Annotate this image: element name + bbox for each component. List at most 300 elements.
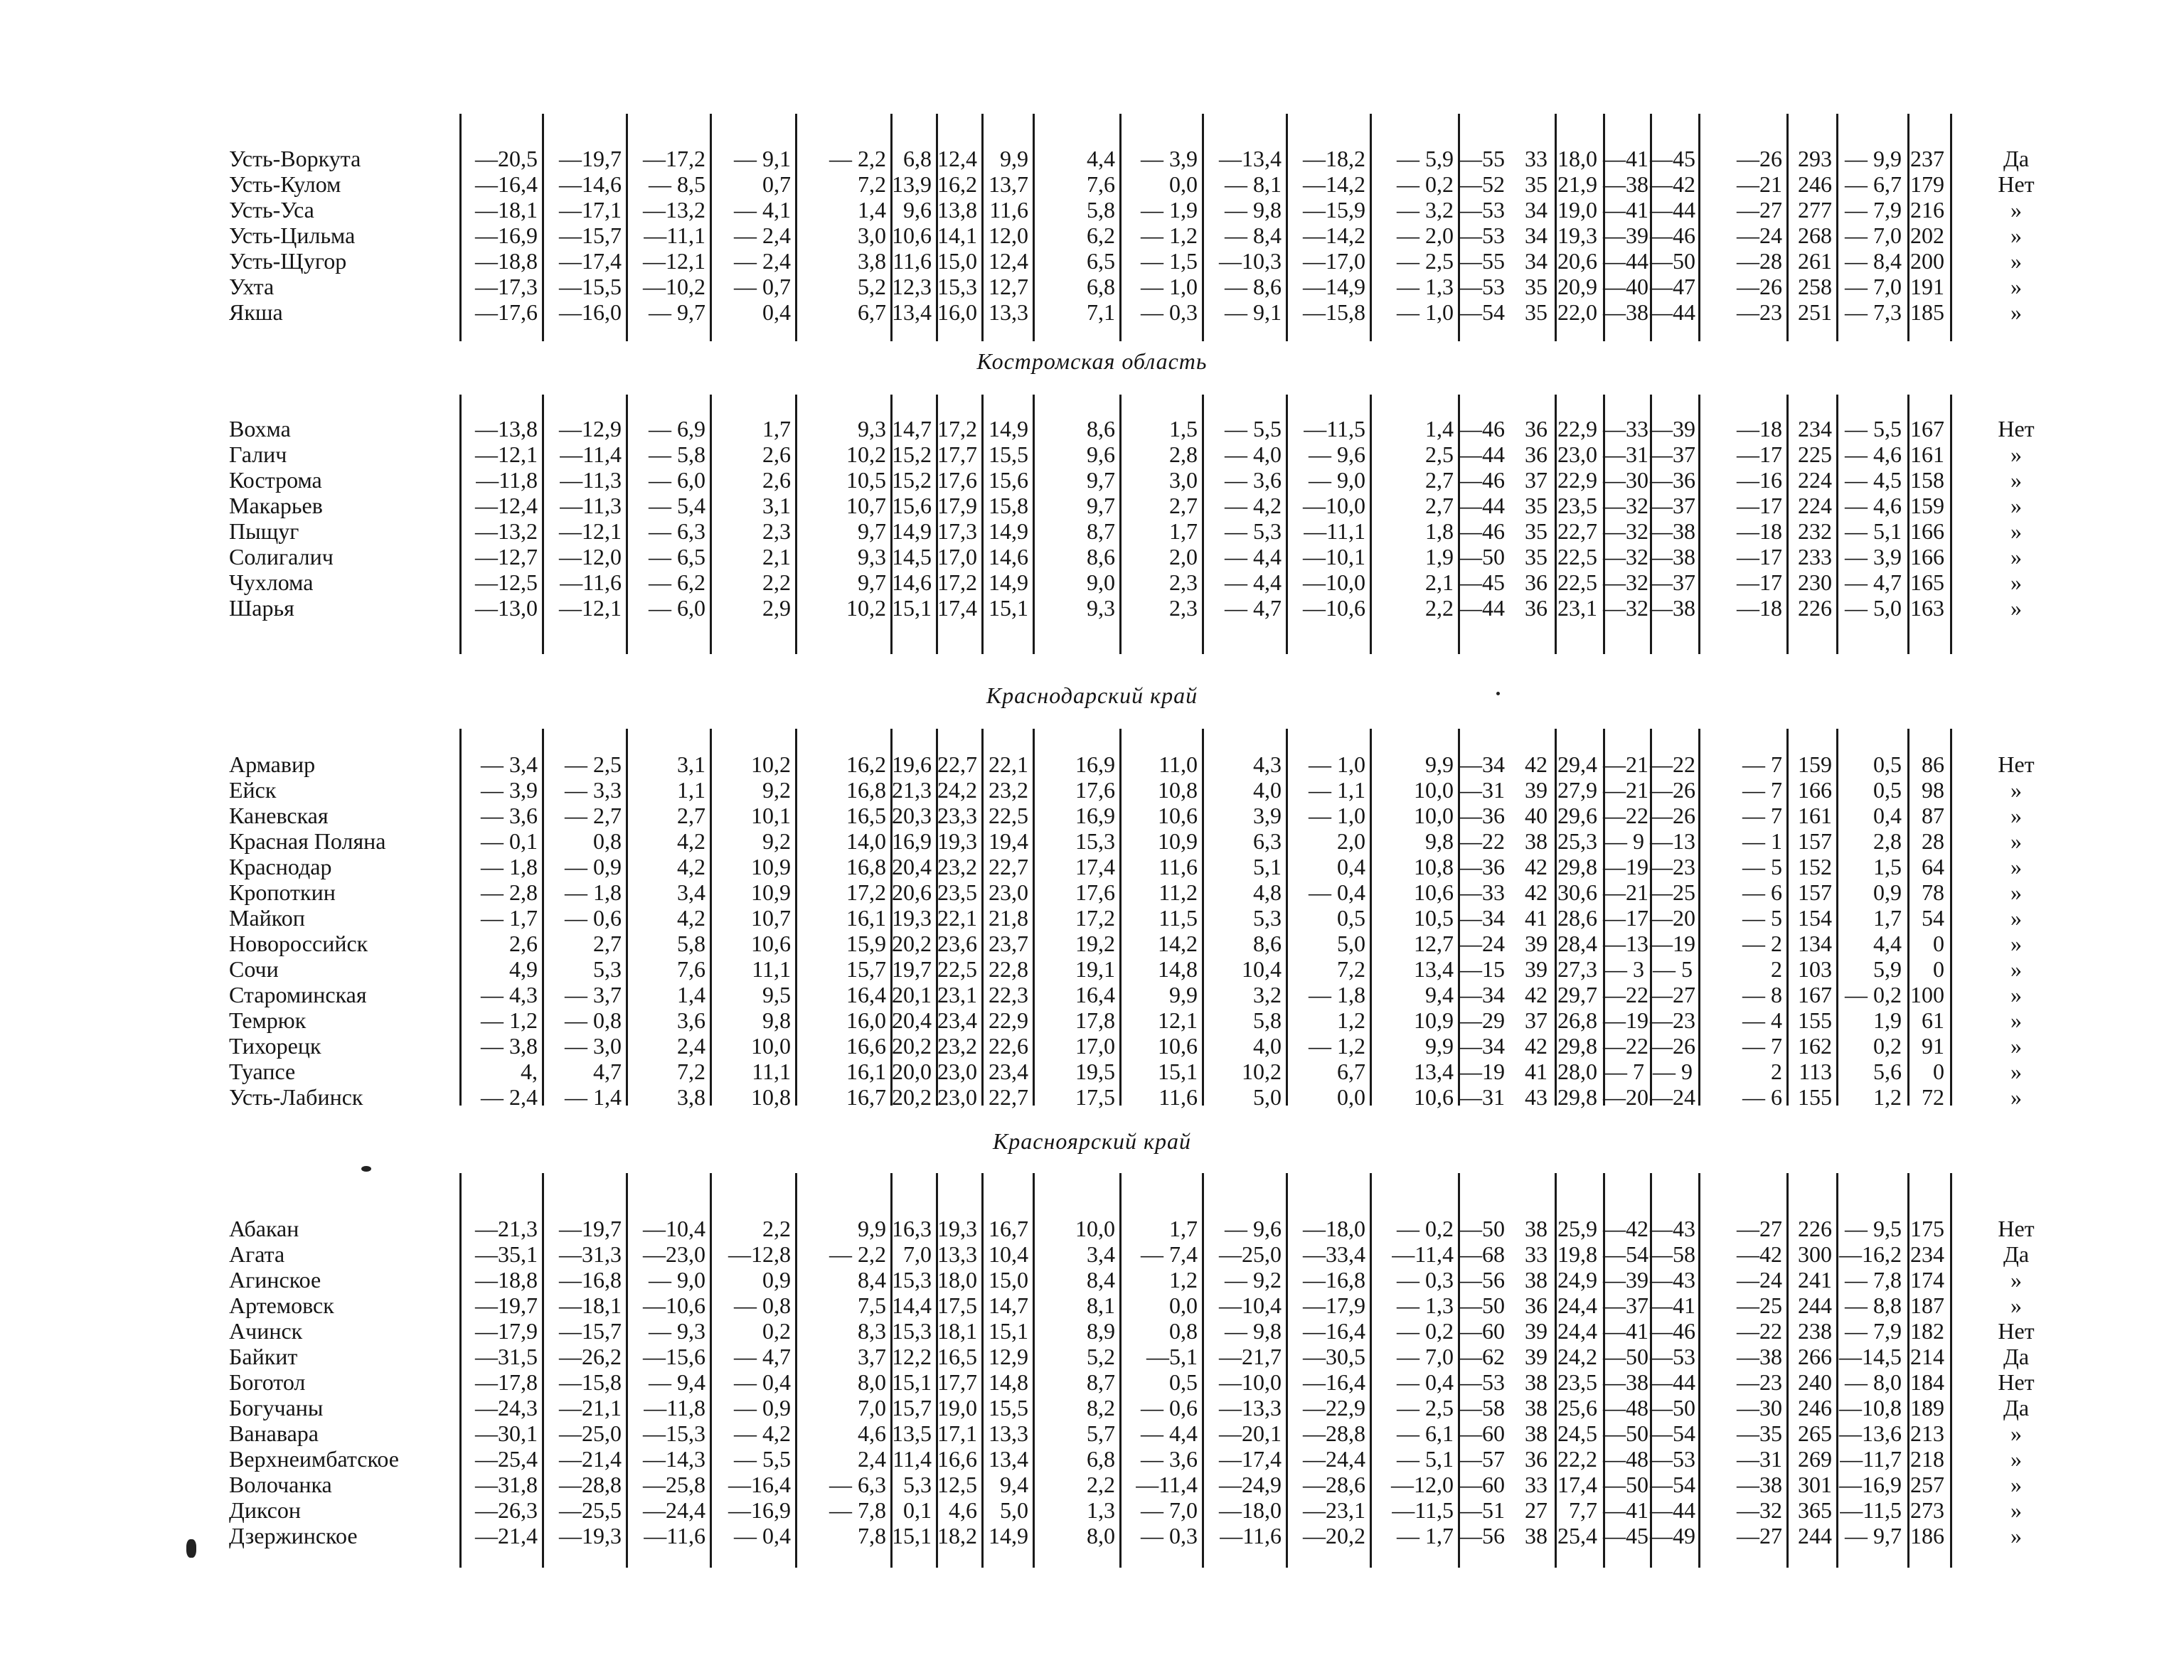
table-cell: — 6,3 xyxy=(829,1472,886,1497)
table-cell: 189 xyxy=(1910,1395,1944,1420)
table-row xyxy=(0,1241,2184,1267)
table-cell: — 2 xyxy=(1742,931,1782,956)
table-cell: 17,9 xyxy=(937,493,977,518)
table-cell: —50 xyxy=(1603,1472,1648,1497)
table-cell: — 4,4 xyxy=(1141,1420,1198,1446)
table-cell: —11,8 xyxy=(476,467,538,493)
table-cell: 9,6 xyxy=(903,197,932,223)
table-cell: 11,0 xyxy=(1158,751,1198,777)
table-cell: — 1,7 xyxy=(481,905,538,931)
table-cell: —15,8 xyxy=(1303,299,1365,325)
table-cell: —26 xyxy=(1737,146,1782,171)
table-cell: —53 xyxy=(1459,197,1505,223)
table-cell: 3,1 xyxy=(677,751,705,777)
table-cell: —54 xyxy=(1603,1241,1648,1267)
table-cell: 22,5 xyxy=(937,956,977,982)
table-cell: 2,3 xyxy=(762,518,791,544)
table-cell: — 5 xyxy=(1653,956,1693,982)
yes-no-flag: » xyxy=(2010,442,2022,467)
table-cell: 277 xyxy=(1798,197,1832,223)
table-cell: — 0,9 xyxy=(734,1395,791,1420)
table-row xyxy=(0,146,2184,171)
table-cell: 24,4 xyxy=(1557,1293,1597,1318)
table-cell: — 0,6 xyxy=(1141,1395,1198,1420)
station-name: Усть-Уса xyxy=(229,197,314,223)
station-name: Артемовск xyxy=(229,1293,334,1318)
table-cell: 9,8 xyxy=(1425,828,1454,854)
table-cell: 23,4 xyxy=(937,1007,977,1033)
table-cell: —28,8 xyxy=(559,1472,622,1497)
table-cell: 365 xyxy=(1798,1497,1832,1523)
table-cell: 15,7 xyxy=(846,956,886,982)
station-name: Чухлома xyxy=(229,569,314,595)
table-cell: 10,8 xyxy=(1414,854,1454,879)
table-cell: 261 xyxy=(1798,248,1832,274)
table-cell: —32 xyxy=(1603,544,1648,569)
table-cell: —44 xyxy=(1603,248,1648,274)
station-name: Богучаны xyxy=(229,1395,324,1420)
table-cell: 23,6 xyxy=(937,931,977,956)
table-cell: —44 xyxy=(1650,1497,1695,1523)
table-cell: —13,2 xyxy=(475,518,538,544)
yes-no-flag: » xyxy=(2010,1446,2022,1472)
table-cell: 16,9 xyxy=(1075,803,1115,828)
table-cell: 20,3 xyxy=(892,803,932,828)
station-name: Усть-Цильма xyxy=(229,223,356,248)
table-cell: 5,2 xyxy=(1087,1344,1115,1369)
table-cell: — 1 xyxy=(1742,828,1782,854)
table-cell: 258 xyxy=(1798,274,1832,299)
table-row xyxy=(0,518,2184,544)
table-cell: —30 xyxy=(1737,1395,1782,1420)
table-cell: 10,5 xyxy=(846,467,886,493)
table-cell: 20,4 xyxy=(892,854,932,879)
table-cell: 12,1 xyxy=(1158,1007,1198,1033)
table-cell: 15,1 xyxy=(892,1369,932,1395)
table-cell: —20,5 xyxy=(475,146,538,171)
table-cell: 9,9 xyxy=(1425,751,1454,777)
table-cell: — 3,9 xyxy=(1845,544,1902,569)
table-cell: —55 xyxy=(1459,248,1505,274)
table-cell: —45 xyxy=(1603,1523,1648,1548)
table-cell: —28 xyxy=(1737,248,1782,274)
table-cell: 4,9 xyxy=(509,956,538,982)
table-cell: 15,6 xyxy=(989,467,1028,493)
table-cell: 2,7 xyxy=(593,931,622,956)
table-cell: 2,3 xyxy=(1169,595,1198,621)
table-cell: —19,3 xyxy=(559,1523,622,1548)
table-cell: —60 xyxy=(1459,1420,1505,1446)
table-cell: 3,9 xyxy=(1253,803,1282,828)
table-cell: —46 xyxy=(1650,223,1695,248)
table-cell: 5,8 xyxy=(1087,197,1115,223)
table-cell: 246 xyxy=(1798,171,1832,197)
table-cell: 16,9 xyxy=(1075,751,1115,777)
table-cell: 15,1 xyxy=(892,595,932,621)
table-cell: —15,5 xyxy=(559,274,622,299)
table-cell: —11,1 xyxy=(644,223,705,248)
table-cell: —41 xyxy=(1603,1497,1648,1523)
table-row xyxy=(0,1344,2184,1369)
table-row xyxy=(0,803,2184,828)
table-cell: 6,8 xyxy=(903,146,932,171)
table-cell: 2 xyxy=(1771,1059,1782,1084)
table-cell: —12,9 xyxy=(559,416,622,442)
table-row xyxy=(0,777,2184,803)
table-cell: — 1,0 xyxy=(1141,274,1198,299)
table-cell: — 1,0 xyxy=(1397,299,1454,325)
table-cell: — 7,9 xyxy=(1845,197,1902,223)
yes-no-flag: » xyxy=(2010,905,2022,931)
table-cell: 64 xyxy=(1922,854,1944,879)
table-cell: — 0,8 xyxy=(734,1293,791,1318)
table-cell: —56 xyxy=(1459,1267,1505,1293)
table-cell: — 9,0 xyxy=(649,1267,705,1293)
table-cell: —17,6 xyxy=(475,299,538,325)
table-cell: 20,4 xyxy=(892,1007,932,1033)
table-cell: —15,8 xyxy=(559,1369,622,1395)
yes-no-flag: » xyxy=(2010,467,2022,493)
table-cell: —22 xyxy=(1603,1033,1648,1059)
table-cell: 6,2 xyxy=(1087,223,1115,248)
table-cell: 5,3 xyxy=(903,1472,932,1497)
table-cell: 26,8 xyxy=(1557,1007,1597,1033)
yes-no-flag: » xyxy=(2010,1007,2022,1033)
table-cell: — 0,3 xyxy=(1141,1523,1198,1548)
table-cell: — 1,5 xyxy=(1141,248,1198,274)
table-cell: —53 xyxy=(1650,1446,1695,1472)
table-cell: 35 xyxy=(1525,544,1548,569)
table-cell: —25,4 xyxy=(475,1446,538,1472)
table-cell: —40 xyxy=(1603,274,1648,299)
table-cell: 2,2 xyxy=(762,1216,791,1241)
table-cell: 19,3 xyxy=(892,905,932,931)
table-cell: — 1,3 xyxy=(1397,274,1454,299)
table-cell: — 1,2 xyxy=(1309,1033,1365,1059)
table-cell: 0,9 xyxy=(762,1267,791,1293)
table-cell: —16,8 xyxy=(1303,1267,1365,1293)
station-name: Боготол xyxy=(229,1369,306,1395)
table-cell: 29,8 xyxy=(1557,1084,1597,1110)
table-cell: 7,2 xyxy=(1337,956,1365,982)
table-cell: —31,8 xyxy=(475,1472,538,1497)
table-cell: 14,0 xyxy=(846,828,886,854)
table-cell: — 2,4 xyxy=(734,223,791,248)
table-cell: —10,1 xyxy=(1303,544,1365,569)
table-cell: 10,2 xyxy=(846,595,886,621)
table-cell: 7,0 xyxy=(858,1395,886,1420)
table-cell: —16,4 xyxy=(1303,1318,1365,1344)
table-row xyxy=(0,1395,2184,1420)
table-cell: 18,0 xyxy=(937,1267,977,1293)
table-cell: — 1,8 xyxy=(1309,982,1365,1007)
table-cell: 182 xyxy=(1910,1318,1944,1344)
table-cell: 13,9 xyxy=(892,171,932,197)
table-cell: 15,3 xyxy=(937,274,977,299)
table-cell: —11,4 xyxy=(1392,1241,1454,1267)
table-cell: — 7,0 xyxy=(1845,223,1902,248)
table-cell: 41 xyxy=(1525,1059,1548,1084)
table-row xyxy=(0,171,2184,197)
table-cell: 167 xyxy=(1798,982,1832,1007)
table-cell: 3,2 xyxy=(1253,982,1282,1007)
table-cell: —16,4 xyxy=(1303,1369,1365,1395)
table-cell: 2,7 xyxy=(677,803,705,828)
table-cell: 23,5 xyxy=(1557,1369,1597,1395)
table-cell: 20,6 xyxy=(1557,248,1597,274)
table-cell: 15,1 xyxy=(989,1318,1028,1344)
station-name: Армавир xyxy=(229,751,316,777)
table-cell: 14,6 xyxy=(892,569,932,595)
table-cell: 11,6 xyxy=(1158,1084,1198,1110)
table-cell: —10,4 xyxy=(643,1216,705,1241)
table-cell: 5,1 xyxy=(1253,854,1282,879)
table-cell: —38 xyxy=(1737,1344,1782,1369)
table-cell: —12,1 xyxy=(475,442,538,467)
table-cell: — 0,4 xyxy=(1309,879,1365,905)
table-cell: 35 xyxy=(1525,299,1548,325)
table-cell: 39 xyxy=(1525,777,1548,803)
table-cell: —11,5 xyxy=(1840,1497,1902,1523)
table-cell: 13,4 xyxy=(1414,956,1454,982)
table-cell: 25,9 xyxy=(1557,1216,1597,1241)
table-cell: 9,7 xyxy=(858,569,886,595)
table-cell: 17,2 xyxy=(1075,905,1115,931)
table-cell: 29,6 xyxy=(1557,803,1597,828)
table-cell: 34 xyxy=(1525,223,1548,248)
table-cell: 5,6 xyxy=(1873,1059,1902,1084)
station-name: Пыщуг xyxy=(229,518,299,544)
table-cell: —48 xyxy=(1603,1446,1648,1472)
table-cell: 29,8 xyxy=(1557,1033,1597,1059)
table-cell: 16,0 xyxy=(937,299,977,325)
station-name: Каневская xyxy=(229,803,329,828)
table-cell: —34 xyxy=(1459,982,1505,1007)
table-cell: 1,2 xyxy=(1873,1084,1902,1110)
table-cell: 4,3 xyxy=(1253,751,1282,777)
table-cell: — 4,2 xyxy=(734,1420,791,1446)
table-cell: 10,0 xyxy=(751,1033,791,1059)
table-cell: 16,8 xyxy=(846,777,886,803)
table-cell: — 4,6 xyxy=(1845,442,1902,467)
table-cell: —10,0 xyxy=(1219,1369,1282,1395)
table-cell: 9,9 xyxy=(1169,982,1198,1007)
table-cell: — 3,6 xyxy=(481,803,538,828)
table-cell: 185 xyxy=(1910,299,1944,325)
table-cell: 8,9 xyxy=(1087,1318,1115,1344)
table-cell: —54 xyxy=(1459,299,1505,325)
table-cell: —42 xyxy=(1650,171,1695,197)
table-cell: —50 xyxy=(1603,1420,1648,1446)
table-cell: 14,7 xyxy=(989,1293,1028,1318)
table-cell: 15,6 xyxy=(892,493,932,518)
table-cell: — 8,4 xyxy=(1845,248,1902,274)
table-cell: 15,0 xyxy=(937,248,977,274)
table-cell: 218 xyxy=(1910,1446,1944,1472)
table-cell: 9,2 xyxy=(762,828,791,854)
table-cell: —68 xyxy=(1459,1241,1505,1267)
table-cell: 0 xyxy=(1933,956,1944,982)
table-cell: — 1,0 xyxy=(1309,751,1365,777)
table-cell: 12,9 xyxy=(989,1344,1028,1369)
table-cell: 61 xyxy=(1922,1007,1944,1033)
table-cell: —21 xyxy=(1603,879,1648,905)
table-cell: 234 xyxy=(1910,1241,1944,1267)
table-cell: 226 xyxy=(1798,595,1832,621)
table-cell: —26 xyxy=(1650,1033,1695,1059)
table-cell: 17,2 xyxy=(937,569,977,595)
table-cell: 12,4 xyxy=(937,146,977,171)
table-cell: —17 xyxy=(1737,493,1782,518)
yes-no-flag: » xyxy=(2010,595,2022,621)
table-cell: —46 xyxy=(1459,416,1505,442)
section-title: Красноярский край xyxy=(993,1128,1191,1154)
table-cell: 13,7 xyxy=(989,171,1028,197)
table-cell: 17,8 xyxy=(1075,1007,1115,1033)
table-cell: —11,6 xyxy=(1220,1523,1282,1548)
table-cell: 12,7 xyxy=(1414,931,1454,956)
table-cell: —29 xyxy=(1459,1007,1505,1033)
table-cell: —38 xyxy=(1603,299,1648,325)
table-cell: 163 xyxy=(1910,595,1944,621)
table-cell: 16,7 xyxy=(846,1084,886,1110)
table-row xyxy=(0,982,2184,1007)
table-cell: 40 xyxy=(1525,803,1548,828)
station-name: Туапсе xyxy=(229,1059,296,1084)
table-cell: 22,3 xyxy=(989,982,1028,1007)
table-cell: — 5 xyxy=(1742,854,1782,879)
table-cell: —13 xyxy=(1603,931,1648,956)
table-cell: 25,6 xyxy=(1557,1395,1597,1420)
table-cell: 0,5 xyxy=(1169,1369,1198,1395)
table-cell: 2,6 xyxy=(762,442,791,467)
table-cell: 12,3 xyxy=(892,274,932,299)
table-cell: —48 xyxy=(1603,1395,1648,1420)
table-row xyxy=(0,751,2184,777)
data-block xyxy=(0,1173,2184,1568)
table-cell: — 2,4 xyxy=(481,1084,538,1110)
table-cell: — 6 xyxy=(1742,879,1782,905)
station-name: Красная Поляна xyxy=(229,828,386,854)
table-cell: —25,0 xyxy=(559,1420,622,1446)
table-cell: 9,2 xyxy=(762,777,791,803)
table-cell: 10,4 xyxy=(989,1241,1028,1267)
table-cell: 11,1 xyxy=(752,1059,791,1084)
table-cell: — 2,7 xyxy=(565,803,622,828)
table-cell: —12,0 xyxy=(1391,1472,1454,1497)
table-cell: 0,0 xyxy=(1337,1084,1365,1110)
table-cell: —50 xyxy=(1650,1395,1695,1420)
table-cell: 25,3 xyxy=(1557,828,1597,854)
table-cell: — 5,1 xyxy=(1397,1446,1454,1472)
table-cell: 1,7 xyxy=(762,416,791,442)
table-cell: 2,0 xyxy=(1337,828,1365,854)
table-cell: 7,6 xyxy=(1087,171,1115,197)
table-cell: — 4,1 xyxy=(734,197,791,223)
table-cell: 158 xyxy=(1910,467,1944,493)
table-cell: 9,9 xyxy=(1000,146,1028,171)
table-cell: — 0,6 xyxy=(565,905,622,931)
table-cell: — 5,9 xyxy=(1397,146,1454,171)
table-cell: 2,8 xyxy=(1169,442,1198,467)
table-cell: —21 xyxy=(1603,751,1648,777)
table-cell: 15,7 xyxy=(892,1395,932,1420)
station-name: Кострома xyxy=(229,467,322,493)
scan-speck xyxy=(186,1539,196,1558)
table-cell: — 1,8 xyxy=(565,879,622,905)
table-cell: 1,7 xyxy=(1169,1216,1198,1241)
table-cell: —14,5 xyxy=(1839,1344,1902,1369)
table-cell: 19,7 xyxy=(892,956,932,982)
table-cell: —13,0 xyxy=(475,595,538,621)
station-name: Кропоткин xyxy=(229,879,336,905)
table-cell: 9,4 xyxy=(1000,1472,1028,1497)
table-cell: 14,4 xyxy=(892,1293,932,1318)
table-cell: —17 xyxy=(1603,905,1648,931)
table-cell: —41 xyxy=(1603,1318,1648,1344)
table-cell: 16,1 xyxy=(846,905,886,931)
table-cell: 16,0 xyxy=(846,1007,886,1033)
table-cell: —26,3 xyxy=(475,1497,538,1523)
table-cell: 20,2 xyxy=(892,1033,932,1059)
yes-no-flag: » xyxy=(2010,1293,2022,1318)
table-cell: —16,4 xyxy=(728,1472,791,1497)
table-cell: — 4,4 xyxy=(1225,569,1282,595)
table-cell: — 9,1 xyxy=(734,146,791,171)
table-cell: —11,6 xyxy=(560,569,622,595)
table-cell: 213 xyxy=(1910,1420,1944,1446)
table-cell: —13,8 xyxy=(475,416,538,442)
table-cell: —24 xyxy=(1459,931,1505,956)
table-cell: — 9,2 xyxy=(1225,1267,1282,1293)
table-cell: 19,5 xyxy=(1075,1059,1115,1084)
table-cell: 1,7 xyxy=(1169,518,1198,544)
station-name: Макарьев xyxy=(229,493,323,518)
table-cell: 233 xyxy=(1798,544,1832,569)
table-cell: 7,7 xyxy=(1569,1497,1597,1523)
table-cell: 186 xyxy=(1910,1523,1944,1548)
table-cell: 3,7 xyxy=(858,1344,886,1369)
table-cell: —31 xyxy=(1603,442,1648,467)
table-cell: —12,5 xyxy=(475,569,538,595)
table-cell: 15,8 xyxy=(989,493,1028,518)
table-cell: — 2,2 xyxy=(829,146,886,171)
table-cell: 11,6 xyxy=(893,248,932,274)
table-row xyxy=(0,1267,2184,1293)
table-cell: 18,0 xyxy=(1557,146,1597,171)
table-cell: 8,6 xyxy=(1087,416,1115,442)
station-name: Волочанка xyxy=(229,1472,332,1497)
table-cell: —13,3 xyxy=(1219,1395,1282,1420)
table-row xyxy=(0,1318,2184,1344)
table-cell: 10,2 xyxy=(1242,1059,1282,1084)
table-cell: 28 xyxy=(1922,828,1944,854)
yes-no-flag: » xyxy=(2010,931,2022,956)
table-cell: 300 xyxy=(1798,1241,1832,1267)
table-cell: 38 xyxy=(1525,1420,1548,1446)
table-cell: —11,6 xyxy=(644,1523,705,1548)
table-cell: — 0,3 xyxy=(1397,1267,1454,1293)
table-cell: 16,8 xyxy=(846,854,886,879)
table-cell: 265 xyxy=(1798,1420,1832,1446)
table-cell: —58 xyxy=(1650,1241,1695,1267)
table-cell: — 9,8 xyxy=(1225,1318,1282,1344)
table-cell: —19,7 xyxy=(475,1293,538,1318)
table-cell: 91 xyxy=(1922,1033,1944,1059)
table-row xyxy=(0,1059,2184,1084)
table-cell: — 7 xyxy=(1742,1033,1782,1059)
table-cell: 8,2 xyxy=(1087,1395,1115,1420)
